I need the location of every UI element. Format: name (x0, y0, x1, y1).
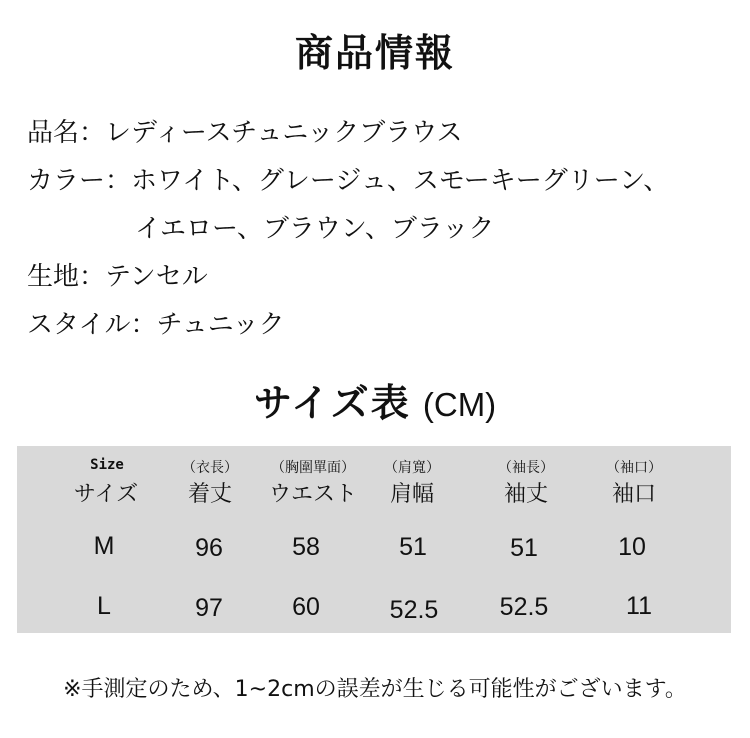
header-small-size: Size (90, 457, 124, 473)
style-line: スタイル：チュニック (27, 310, 285, 340)
header-small-shoulder: （肩寬） (384, 460, 440, 476)
color-line-continued: イエロー、ブラウン、ブラック (135, 214, 495, 244)
table-cell-m-shoulder: 51 (399, 533, 427, 561)
size-table-title (0, 372, 750, 427)
header-length: 着丈 (187, 482, 233, 507)
table-cell-l-cuff: 11 (626, 592, 652, 620)
table-cell-l-waist: 60 (292, 593, 320, 621)
table-cell-m-size: M (93, 532, 115, 560)
header-small-length: （衣長） (182, 460, 238, 476)
header-size: サイズ (73, 482, 139, 507)
table-cell-m-cuff: 10 (618, 533, 646, 561)
page-title: 商品情報 (294, 30, 455, 75)
color-line: カラー：ホワイト、グレージュ、スモーキーグリーン、 (27, 166, 670, 196)
header-waist: ウエスト (268, 482, 358, 507)
table-cell-l-size: L (97, 592, 111, 620)
size-table-title-text: サイズ表 (253, 380, 411, 425)
measurement-note: ※手測定のため、1~2cmの誤差が生じる可能性がございます。 (63, 677, 687, 702)
table-cell-l-shoulder: 52.5 (389, 596, 439, 624)
header-small-sleeve-length: （袖長） (498, 460, 554, 476)
table-cell-l-length: 97 (195, 594, 223, 622)
header-shoulder: 肩幅 (389, 482, 435, 507)
product-name-line: 品名：レディースチュニックブラウス (27, 118, 463, 148)
table-cell-m-length: 96 (195, 534, 223, 562)
header-small-waist: （胸圍單面） (271, 460, 355, 476)
table-cell-l-sleeve-length: 52.5 (499, 593, 549, 621)
table-cell-m-sleeve-length: 51 (510, 534, 538, 562)
table-cell-m-waist: 58 (292, 533, 320, 561)
header-sleeve-length: 袖丈 (503, 482, 549, 507)
header-cuff: 袖口 (611, 482, 657, 507)
fabric-line: 生地：テンセル (27, 262, 208, 292)
header-small-cuff: （袖口） (606, 460, 662, 476)
size-table-unit: (CM) (422, 386, 497, 423)
